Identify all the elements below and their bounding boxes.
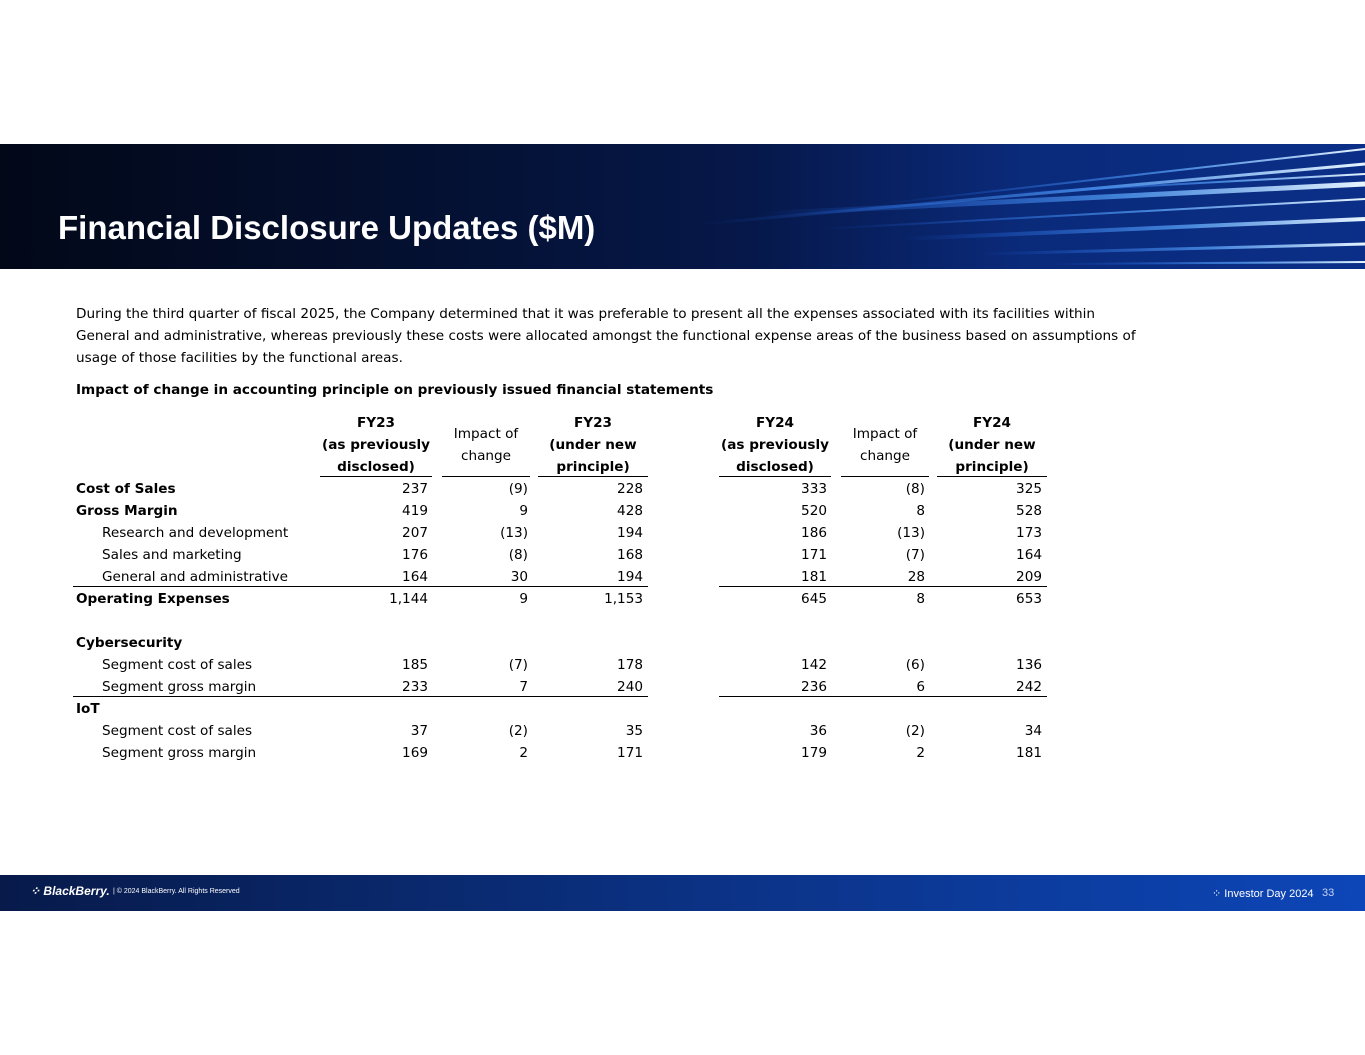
- cell: 28: [907, 569, 925, 585]
- title-banner: [0, 144, 1365, 269]
- col-header-fy23-prev: FY23 (as previously disclosed): [321, 415, 430, 475]
- blackberry-mark-icon: ⁘: [1212, 888, 1222, 900]
- blackberry-mark-icon: ⁘: [30, 884, 41, 898]
- row-label: Segment gross margin: [102, 745, 257, 761]
- row-label: Operating Expenses: [76, 591, 230, 607]
- cell: 164: [402, 569, 428, 585]
- header-rule: [841, 476, 929, 477]
- cell: 233: [402, 679, 428, 695]
- table-row-iot-gross-margin: [76, 742, 1056, 764]
- section-label: IoT: [76, 701, 100, 717]
- cell: 194: [617, 525, 643, 541]
- header-rule: [937, 476, 1047, 477]
- cell: 168: [617, 547, 643, 563]
- cell: 171: [801, 547, 827, 563]
- cell: 186: [801, 525, 827, 541]
- row-label: Sales and marketing: [102, 547, 242, 563]
- col-header-fy23-new: FY23 (under new principle): [549, 415, 637, 475]
- cell: 236: [801, 679, 827, 695]
- cell: 9: [519, 503, 528, 519]
- cell: (8): [508, 547, 528, 563]
- row-label: Segment cost of sales: [102, 723, 253, 739]
- header-rule: [719, 476, 831, 477]
- page-title: Financial Disclosure Updates ($M): [58, 209, 596, 246]
- cell: 178: [617, 657, 643, 673]
- cell: 242: [1016, 679, 1042, 695]
- col-header-fy24-prev: FY24 (as previously disclosed): [720, 415, 829, 475]
- col-header-fy23-impact: Impact of change: [453, 426, 519, 464]
- cell: 653: [1016, 591, 1042, 607]
- cell: 142: [801, 657, 827, 673]
- section-rule: [73, 696, 648, 697]
- table-row-cyber-cost-of-sales: [76, 654, 1056, 676]
- cell: 35: [625, 723, 643, 739]
- cell: 171: [617, 745, 643, 761]
- cell: 173: [1016, 525, 1042, 541]
- table-row-research: [76, 522, 1056, 544]
- cell: 528: [1016, 503, 1042, 519]
- cell: 179: [801, 745, 827, 761]
- footer-bar: [0, 875, 1365, 911]
- cell: 6: [916, 679, 925, 695]
- cell: 169: [402, 745, 428, 761]
- cell: 209: [1016, 569, 1042, 585]
- cell: 237: [402, 481, 428, 497]
- cell: 2: [519, 745, 528, 761]
- table-row-iot-cost-of-sales: [76, 720, 1056, 742]
- cell: 325: [1016, 481, 1042, 497]
- row-label: Gross Margin: [76, 503, 178, 519]
- cell: (7): [905, 547, 925, 563]
- cell: 185: [402, 657, 428, 673]
- table-section-iot: [76, 698, 1056, 720]
- section-rule: [719, 696, 1047, 697]
- table-row-cost-of-sales: [76, 478, 1056, 500]
- cell: (8): [905, 481, 925, 497]
- table-section-cybersecurity: [76, 632, 1056, 654]
- row-label: Segment gross margin: [102, 679, 257, 695]
- intro-paragraph: During the third quarter of fiscal 2025, the Company determined that it was preferable to present all the expenses associated with its facilities within General and administrative, whereas previously these costs were allocated amongst the functional expense areas of the business based on assumptions of usage of those facilities by the functional areas.: [76, 306, 1136, 366]
- subtotal-rule: [73, 586, 648, 587]
- cell: 30: [510, 569, 528, 585]
- row-label: Cost of Sales: [76, 481, 176, 497]
- cell: 2: [916, 745, 925, 761]
- cell: (6): [905, 657, 925, 673]
- cell: 8: [916, 503, 925, 519]
- subtotal-rule: [719, 586, 1047, 587]
- cell: 176: [402, 547, 428, 563]
- table-row-operating-expenses: [76, 588, 1056, 610]
- col-header-fy24-new: FY24 (under new principle): [948, 415, 1036, 475]
- table-row-sales-marketing: [76, 544, 1056, 566]
- section-label: Cybersecurity: [76, 635, 183, 651]
- cell: 1,153: [604, 591, 643, 607]
- cell: 520: [801, 503, 827, 519]
- row-label: General and administrative: [102, 569, 289, 585]
- cell: 164: [1016, 547, 1042, 563]
- cell: 7: [519, 679, 528, 695]
- cell: 207: [402, 525, 428, 541]
- header-rule: [442, 476, 530, 477]
- table-row-gross-margin: [76, 500, 1056, 522]
- cell: 136: [1016, 657, 1042, 673]
- cell: (7): [508, 657, 528, 673]
- header-rule: [538, 476, 648, 477]
- cell: (13): [897, 525, 925, 541]
- table-subheading: Impact of change in accounting principle on previously issued financial statements: [76, 382, 714, 398]
- cell: 37: [410, 723, 428, 739]
- cell: 8: [916, 591, 925, 607]
- table-row-general-admin: [76, 566, 1056, 588]
- cell: 645: [801, 591, 827, 607]
- cell: (13): [500, 525, 528, 541]
- row-label: Segment cost of sales: [102, 657, 253, 673]
- cell: (2): [905, 723, 925, 739]
- cell: 428: [617, 503, 643, 519]
- cell: (9): [508, 481, 528, 497]
- cell: 228: [617, 481, 643, 497]
- header-rule: [320, 476, 432, 477]
- cell: 194: [617, 569, 643, 585]
- cell: 181: [801, 569, 827, 585]
- cell: 34: [1024, 723, 1042, 739]
- col-header-fy24-impact: Impact of change: [852, 426, 918, 464]
- cell: 9: [519, 591, 528, 607]
- cell: (2): [508, 723, 528, 739]
- cell: 1,144: [389, 591, 428, 607]
- event-label: ⁘ Investor Day 2024: [1212, 888, 1314, 900]
- cell: 36: [809, 723, 827, 739]
- cell: 240: [617, 679, 643, 695]
- table-row-cyber-gross-margin: [76, 676, 1056, 698]
- cell: 419: [402, 503, 428, 519]
- blackberry-logo: ⁘ BlackBerry.: [30, 884, 110, 898]
- cell: 333: [801, 481, 827, 497]
- copyright-text: | © 2024 BlackBerry. All Rights Reserved: [113, 888, 240, 895]
- page-number: 33: [1322, 887, 1335, 899]
- row-label: Research and development: [102, 525, 289, 541]
- cell: 181: [1016, 745, 1042, 761]
